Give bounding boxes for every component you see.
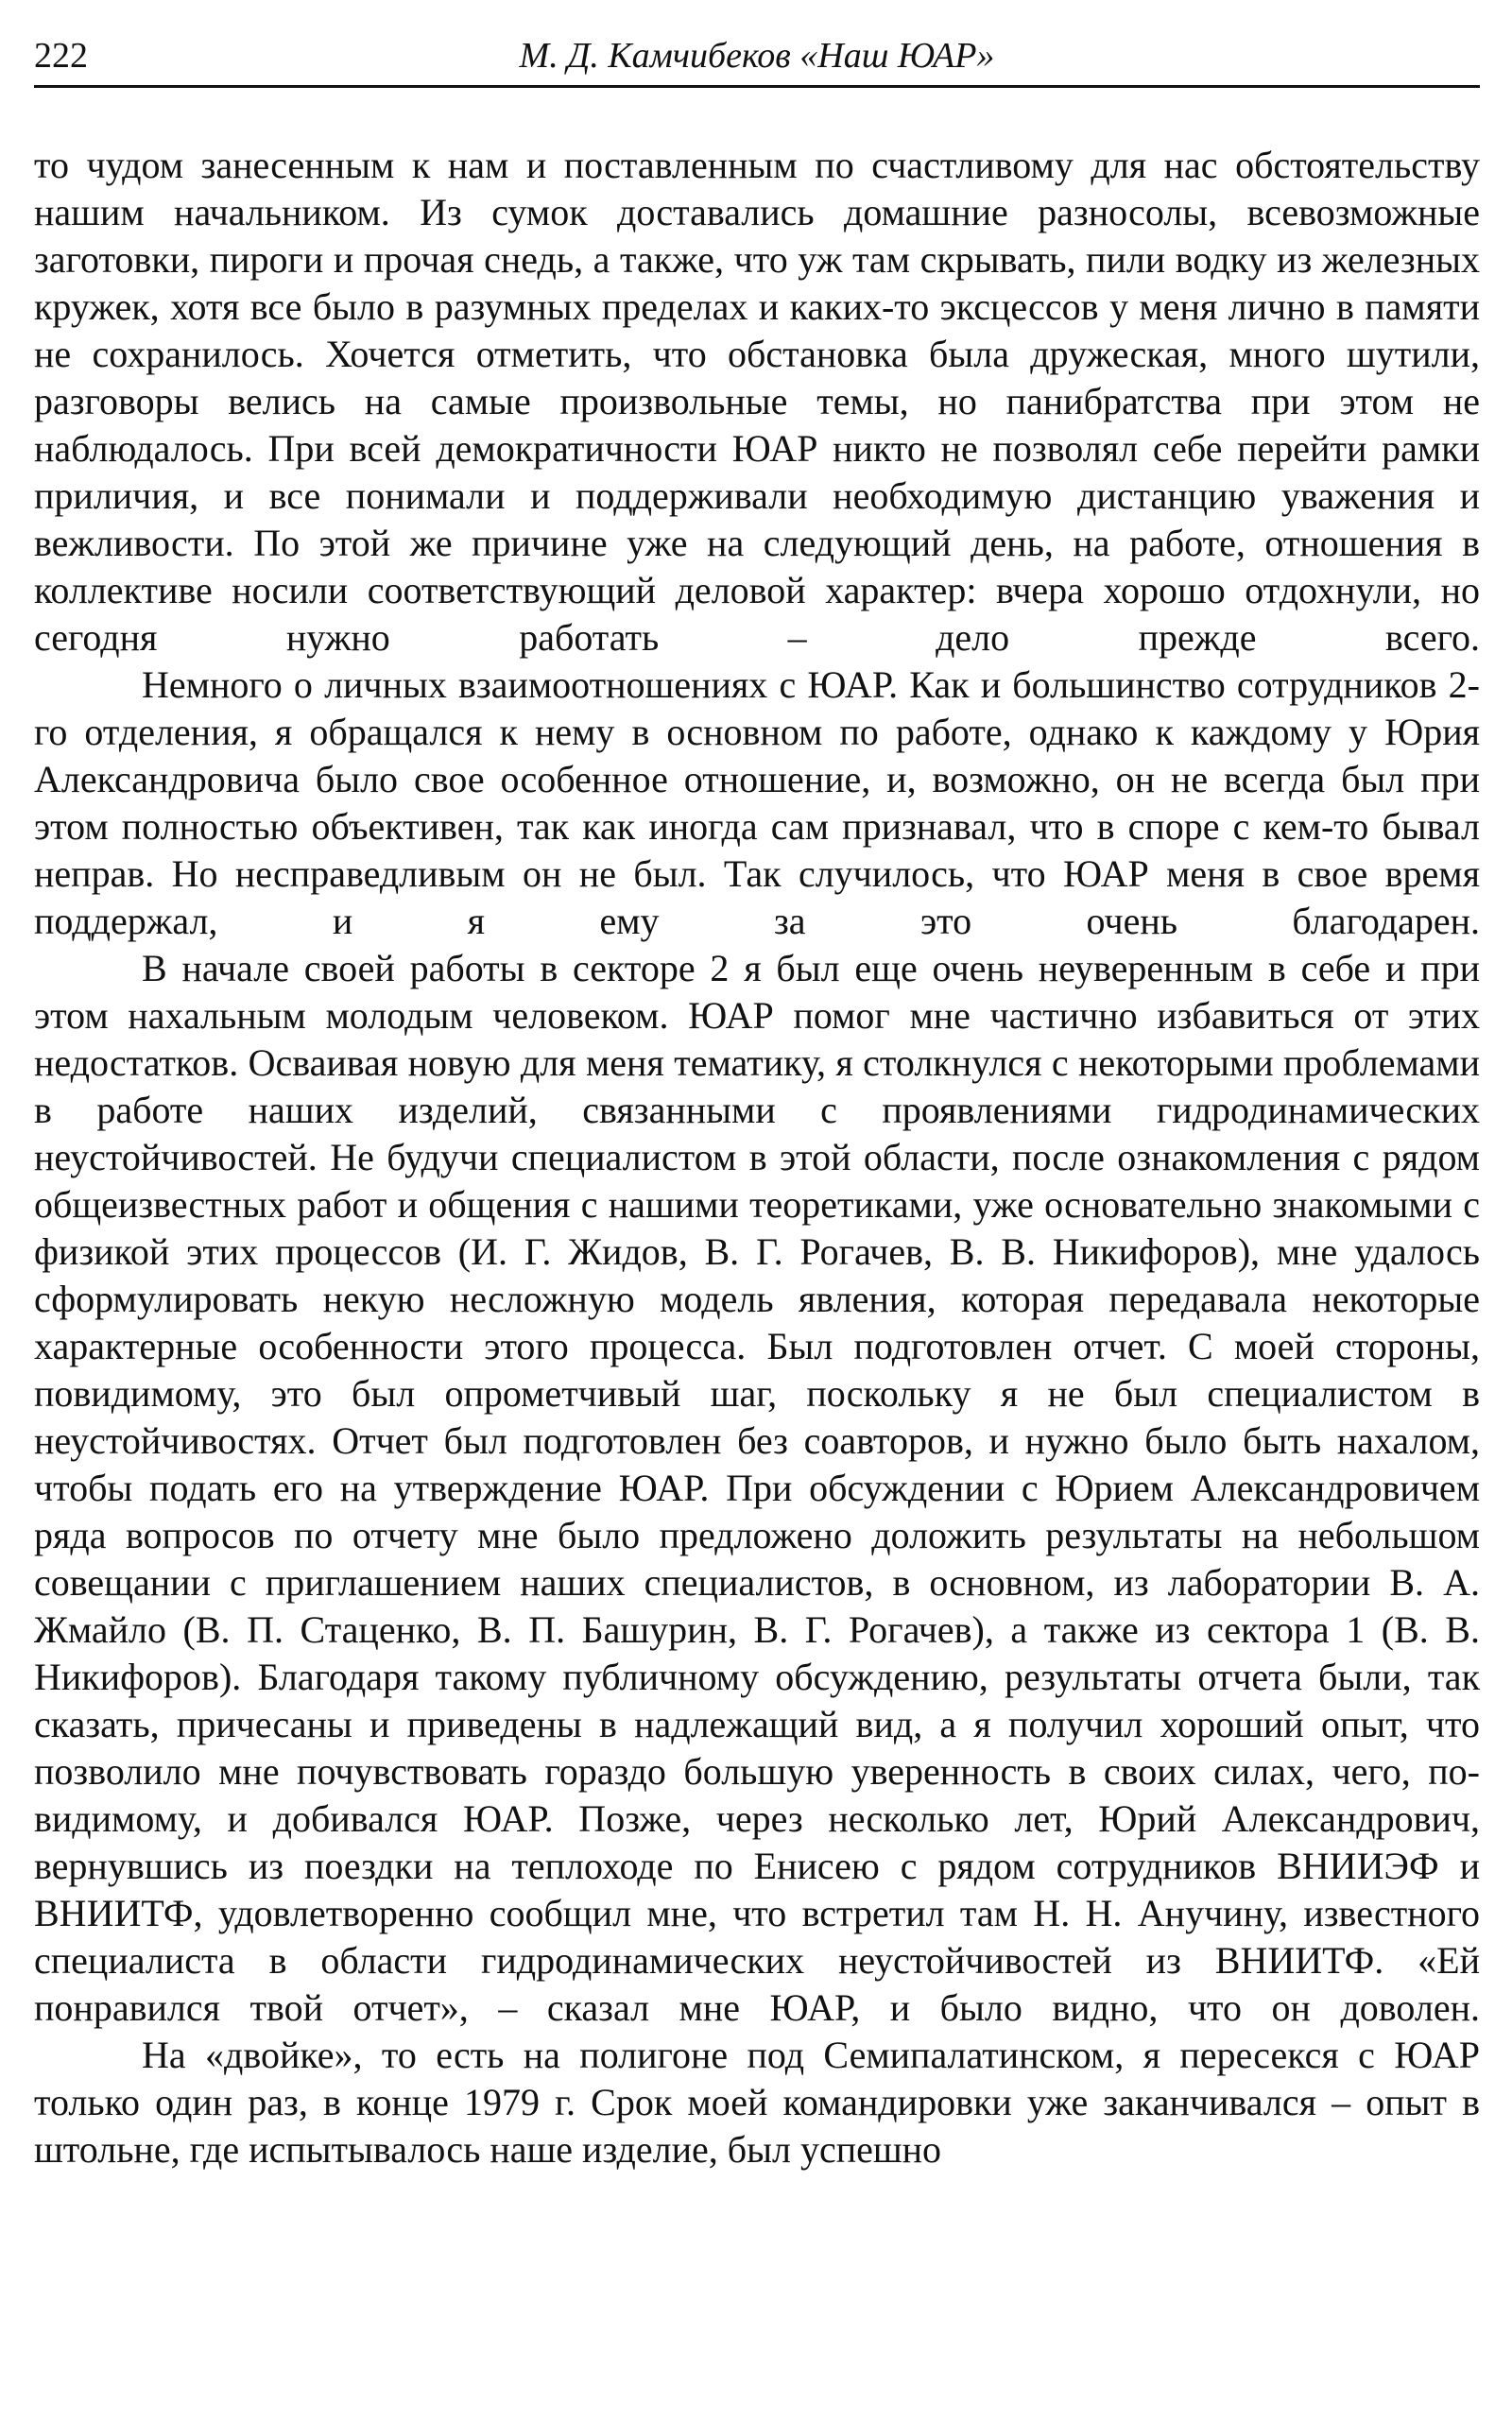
running-title: М. Д. Камчибеков «Наш ЮАР» [519, 36, 995, 76]
paragraph: Немного о личных взаимоотношениях с ЮАР. Как и большинство сотрудников 2-го отделения, я обращался к нему в основном по работе, однако к каждому у Юрия Александровича было свое особенное отношение, и, возможно, он не всегда был при этом полностью объективен, так как иногда сам признавал, что в споре с кем-то бывал неправ. Но несправедливым он не был. Так случилось, что ЮАР меня в свое время поддержал, и я ему за это очень благодарен. [34, 663, 1480, 942]
page-header [34, 28, 1480, 88]
paragraph: то чудом занесенным к нам и поставленным по счастливому для нас обстоятельству нашим начальником. Из сумок доставались домашние разносолы, всевозможные заготовки, пироги и прочая снедь, а также, что уж там скрывать, пили водку из железных кружек, хотя все было в разумных пределах и каких-то эксцессов у меня лично в памяти не сохранилось. Хочется отметить, что обстановка была дружеская, много шутили, разговоры велись на самые произвольные темы, но панибратства при этом не наблюдалось. При всей демократичности ЮАР никто не позволял себе перейти рамки приличия, и все понимали и поддерживали необходимую дистанцию уважения и вежливости. По этой же причине уже на следующий день, на работе, отношения в коллективе носили соответствующий деловой характер: вчера хорошо отдохнули, но сегодня нужно работать – дело прежде всего. [34, 144, 1480, 659]
page-body [34, 142, 1480, 2173]
paragraph: На «двойке», то есть на полигоне под Семипалатинском, я пересекся с ЮАР только один раз, в конце 1979 г. Срок моей командировки уже заканчивался – опыт в штольне, где испытывалось наше изделие, был успешно [34, 2034, 1480, 2171]
page-number: 222 [34, 36, 88, 76]
paragraph: В начале своей работы в секторе 2 я был еще очень неуверенным в себе и при этом нахальным молодым человеком. ЮАР помог мне частично избавиться от этих недостатков. Осваивая новую для меня тематику, я столкнулся с некоторыми проблемами в работе наших изделий, связанными с проявлениями гидродинамических неустойчивостей. Не будучи специалистом в этой области, после ознакомления с рядом общеизвестных работ и общения с нашими теоретиками, уже основательно знакомыми с физикой этих процессов (И. Г. Жидов, В. Г. Рогачев, В. В. Никифоров), мне удалось сформулировать некую несложную модель явления, которая передавала некоторые характерные особенности этого процесса. Был подготовлен отчет. С моей стороны, повидимому, это был опрометчивый шаг, поскольку я не был специалистом в неустойчивостях. Отчет был подготовлен без соавторов, и нужно было быть нахалом, чтобы подать его на утверждение ЮАР. При обсуждении с Юрием Александровичем ряда вопросов по отчету мне было предложено доложить результаты на небольшом совещании с приглашением наших специалистов, в основном, из лаборатории В. А. Жмайло (В. П. Стаценко, В. П. Башурин, В. Г. Рогачев), а также из сектора 1 (В. В. Никифоров). Благодаря такому публичному обсуждению, результаты отчета были, так сказать, причесаны и приведены в надлежащий вид, а я получил хороший опыт, что позволило мне почувствовать гораздо большую уверенность в своих силах, чего, по-видимому, и добивался ЮАР. Позже, через несколько лет, Юрий Александрович, вернувшись из поездки на теплоходе по Енисею с рядом сотрудников ВНИИЭФ и ВНИИТФ, удовлетворенно сообщил мне, что встретил там Н. Н. Анучину, известного специалиста в области гидродинамических неустойчивостей из ВНИИТФ. «Ей понравился твой отчет», – сказал мне ЮАР, и было видно, что он доволен. [34, 947, 1480, 2029]
